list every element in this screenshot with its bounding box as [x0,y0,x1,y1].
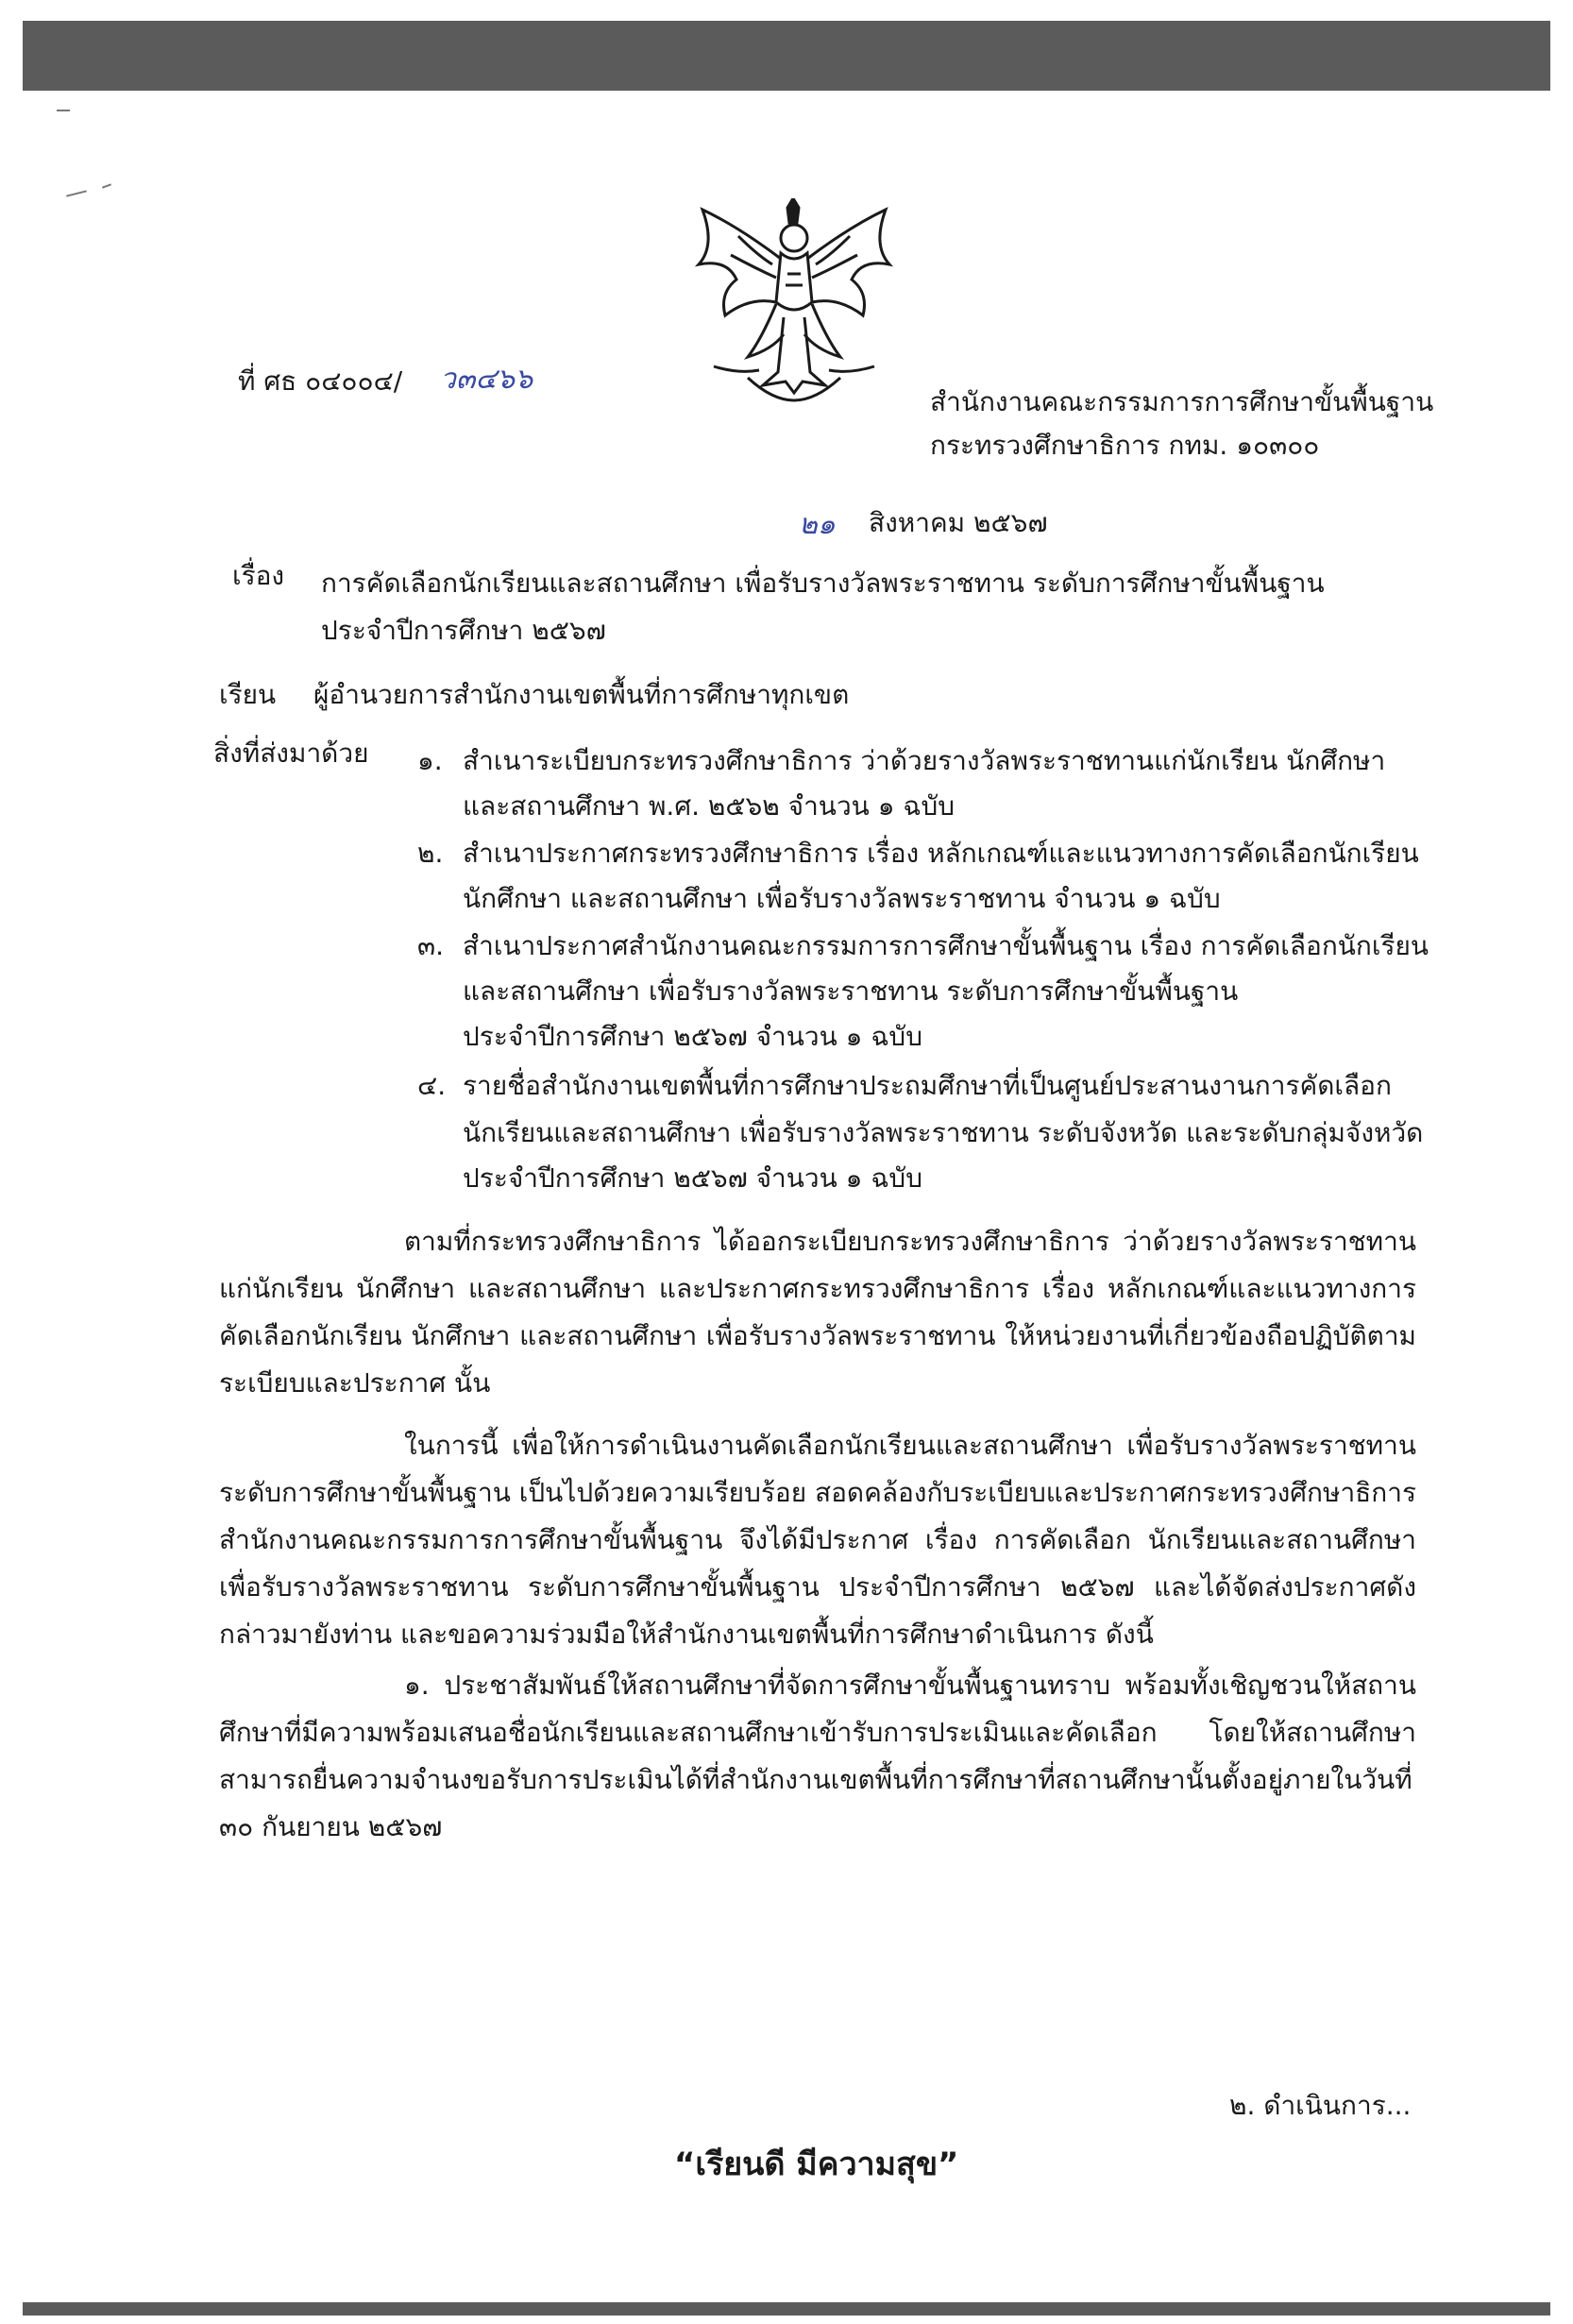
enclosure-line: รายชื่อสำนักงานเขตพื้นที่การศึกษาประถมศึกษาที่เป็นศูนย์ประสานงานการคัดเลือก [463,1070,1392,1101]
body-paragraph-3: ๑. ประชาสัมพันธ์ให้สถานศึกษาที่จัดการศึกษาขั้นพื้นฐานทราบ พร้อมทั้งเชิญชวนให้สถานศึกษาที่มีความพร้อมเสนอชื่อนักเรียนและสถานศึกษาเข้ารับการประเมินและคัดเลือก โดยให้สถานศึกษาสามารถยื่นความจำนงขอรับการประเมินได้ที่สำนักงานเขตพื้นที่การศึกษาที่สถานศึกษานั้นตั้งอยู่ภายในวันที่ ๓๐ กันยายน ๒๕๖๗ [219,1670,1416,1842]
enclosure-line: และสถานศึกษา พ.ศ. ๒๕๖๒ จำนวน ๑ ฉบับ [463,790,955,822]
subject-line-1: การคัดเลือกนักเรียนและสถานศึกษา เพื่อรับรางวัลพระราชทาน ระดับการศึกษาขั้นพื้นฐาน [321,568,1325,599]
scan-mark [57,110,70,111]
enclosure-line: นักเรียนและสถานศึกษา เพื่อรับรางวัลพระราชทาน ระดับจังหวัด และระดับกลุ่มจังหวัด [463,1117,1424,1148]
enclosure-number: ๑. [417,745,443,776]
enclosure-number: ๓. [417,930,445,961]
subject-label: เรื่อง [232,560,285,591]
enclosure-line: สำเนาระเบียบกระทรวงศึกษาธิการ ว่าด้วยรางวัลพระราชทานแก่นักเรียน นักศึกษา [463,745,1386,776]
enclosure-line: ประจำปีการศึกษา ๒๕๖๗ จำนวน ๑ ฉบับ [463,1162,922,1194]
enclosure-line: สำเนาประกาศกระทรวงศึกษาธิการ เรื่อง หลักเกณฑ์และแนวทางการคัดเลือกนักเรียน [463,838,1419,869]
office-address: กระทรวงศึกษาธิการ กทม. ๑๐๓๐๐ [930,430,1320,461]
enclosure-line: นักศึกษา และสถานศึกษา เพื่อรับรางวัลพระราชทาน จำนวน ๑ ฉบับ [463,883,1221,914]
continuation-note: ๒. ดำเนินการ... [1229,2090,1412,2121]
scan-mark [102,183,111,188]
enclosure-number: ๔. [417,1070,447,1101]
garuda-emblem-icon [682,198,906,404]
reference-number-handwritten: ว๓๔๖๖ [440,363,533,396]
subject-line-2: ประจำปีการศึกษา ๒๕๖๗ [321,615,606,646]
date-day-handwritten: ๒๑ [799,508,836,541]
enclosure-number: ๒. [417,838,444,869]
office-name: สำนักงานคณะกรรมการการศึกษาขั้นพื้นฐาน [930,386,1434,417]
scan-border-bottom [23,2302,1550,2316]
enclosure-line: และสถานศึกษา เพื่อรับรางวัลพระราชทาน ระดับการศึกษาขั้นพื้นฐาน [463,975,1239,1007]
scan-border-top [23,21,1550,91]
scan-mark [66,190,87,196]
enclosures-label: สิ่งที่ส่งมาด้วย [213,738,369,769]
body-paragraph-1: ตามที่กระทรวงศึกษาธิการ ได้ออกระเบียบกระทรวงศึกษาธิการ ว่าด้วยรางวัลพระราชทานแก่นักเรียน นักศึกษา และสถานศึกษา และประกาศกระทรวงศึกษาธิการ เรื่อง หลักเกณฑ์และแนวทางการคัดเลือกนักเรียน นักศึกษา และสถานศึกษา เพื่อรับรางวัลพระราชทาน ให้หน่วยงานที่เกี่ยวข้องถือปฏิบัติตามระเบียบและประกาศ นั้น [219,1226,1416,1399]
recipient-label: เรียน [219,679,277,710]
enclosure-line: สำเนาประกาศสำนักงานคณะกรรมการการศึกษาขั้นพื้นฐาน เรื่อง การคัดเลือกนักเรียน [463,930,1429,961]
reference-number-label: ที่ ศธ ๐๔๐๐๔/ [238,365,403,397]
recipient-text: ผู้อำนวยการสำนักงานเขตพื้นที่การศึกษาทุกเขต [313,679,850,710]
body-paragraph-2: ในการนี้ เพื่อให้การดำเนินงานคัดเลือกนักเรียนและสถานศึกษา เพื่อรับรางวัลพระราชทานระดับการศึกษาขั้นพื้นฐาน เป็นไปด้วยความเรียบร้อย สอดคล้องกับระเบียบและประกาศกระทรวงศึกษาธิการ สำนักงานคณะกรรมการการศึกษาขั้นพื้นฐาน จึงได้มีประกาศ เรื่อง การคัดเลือก นักเรียนและสถานศึกษาเพื่อรับรางวัลพระราชทาน ระดับการศึกษาขั้นพื้นฐาน ประจำปีการศึกษา ๒๕๖๗ และได้จัดส่งประกาศดังกล่าวมายังท่าน และขอความร่วมมือให้สำนักงานเขตพื้นที่การศึกษาดำเนินการ ดังนี้ [219,1430,1416,1650]
document-date: สิงหาคม ๒๕๖๗ [869,507,1048,538]
motto: “เรียนดี มีความสุข” [674,2146,959,2183]
enclosure-line: ประจำปีการศึกษา ๒๕๖๗ จำนวน ๑ ฉบับ [463,1021,922,1052]
